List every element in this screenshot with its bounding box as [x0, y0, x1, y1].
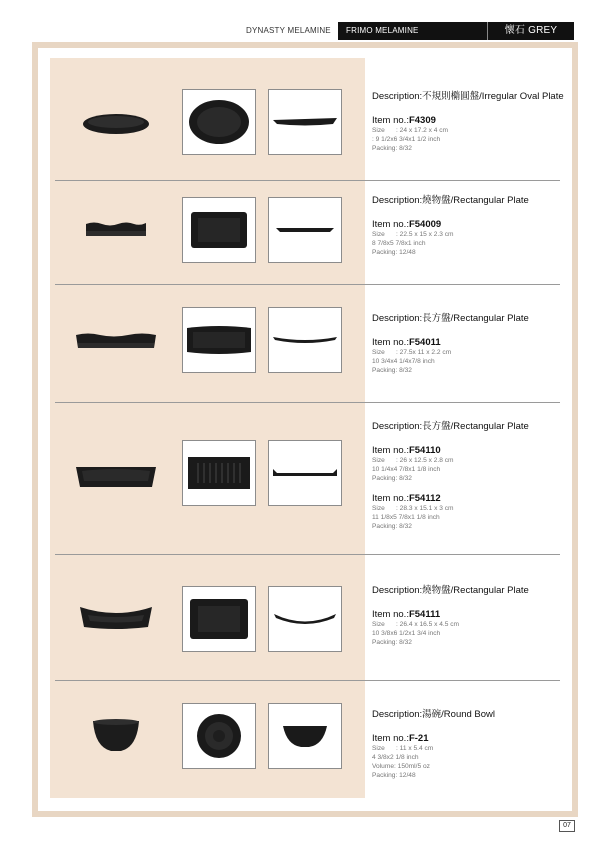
item-packing: Packing: 8/32 [372, 523, 412, 530]
item-size: Size : 26.4 x 16.5 x 4.5 cm [372, 621, 460, 628]
row-divider [55, 284, 560, 285]
product-photo-profile [268, 197, 342, 263]
item-size-inch: 4 3/8x2 1/8 inch [372, 754, 419, 761]
product-photo-profile [268, 440, 342, 506]
product-description: Description:燒物盤/Rectangular Plate [372, 195, 529, 206]
item-size: Size : 22.5 x 15 x 2.3 cm [372, 231, 454, 238]
product-photo-side [68, 602, 164, 634]
product-photo-side [68, 110, 164, 140]
product-photo-top [182, 440, 256, 506]
item-number: Item no.:F54009 [372, 219, 442, 230]
product-info [372, 192, 572, 257]
product-photo-side [68, 330, 164, 354]
item-size-inch: 10 1/4x4 7/8x1 1/8 inch [372, 466, 441, 473]
item-size: Size : 27.5x 11 x 2.2 cm [372, 349, 452, 356]
row-divider [55, 554, 560, 555]
product-image-column [50, 58, 365, 798]
product-description: Description:長方盤/Rectangular Plate [372, 313, 529, 324]
product-description: Description:長方盤/Rectangular Plate [372, 421, 529, 432]
product-photo-side [68, 716, 164, 756]
item-number: Item no.:F54110 [372, 445, 441, 456]
product-photo-top [182, 703, 256, 769]
item-number: Item no.:F54111 [372, 609, 441, 620]
product-photo-top [182, 586, 256, 652]
product-info [372, 88, 572, 153]
product-photo-top [182, 307, 256, 373]
item-packing: Packing: 12/48 [372, 249, 416, 256]
product-description: Description:不規則橢圓盤/Irregular Oval Plate [372, 91, 564, 102]
item-packing: Packing: 8/32 [372, 475, 412, 482]
product-photo-profile [268, 586, 342, 652]
product-photo-profile [268, 703, 342, 769]
item-size: Size : 28.3 x 15.1 x 3 cm [372, 505, 454, 512]
tab-frimo-melamine[interactable]: FRIMO MELAMINE [338, 22, 488, 40]
catalog-header [0, 22, 600, 40]
item-volume: Volume: 150ml/5 oz [372, 763, 430, 770]
product-photo-profile [268, 307, 342, 373]
product-photo-side [68, 218, 164, 242]
item-size: Size : 11 x 5.4 cm [372, 745, 434, 752]
product-photo-top [182, 89, 256, 155]
row-divider [55, 680, 560, 681]
tab-grey-stone[interactable]: 懷石 GREY [488, 22, 574, 40]
tab-dynasty-melamine[interactable]: DYNASTY MELAMINE [246, 26, 331, 35]
row-divider [55, 402, 560, 403]
item-number: Item no.:F54112 [372, 493, 441, 504]
product-info [372, 310, 572, 375]
item-number: Item no.:F-21 [372, 733, 429, 744]
product-photo-profile [268, 89, 342, 155]
product-description: Description:湯碗/Round Bowl [372, 709, 496, 720]
page-number: 07 [559, 820, 575, 832]
item-packing: Packing: 8/32 [372, 639, 412, 646]
item-size-inch: 8 7/8x5 7/8x1 inch [372, 240, 426, 247]
row-divider [55, 180, 560, 181]
product-info [372, 706, 572, 780]
item-packing: Packing: 8/32 [372, 145, 412, 152]
product-info [372, 582, 572, 647]
product-photo-side [68, 462, 164, 492]
product-info [372, 418, 572, 531]
product-description: Description:燒物盤/Rectangular Plate [372, 585, 529, 596]
item-size: Size : 26 x 12.5 x 2.8 cm [372, 457, 454, 464]
product-photo-top [182, 197, 256, 263]
item-size-inch: 11 1/8x5 7/8x1 1/8 inch [372, 514, 440, 521]
item-number: Item no.:F4309 [372, 115, 436, 126]
item-size-inch: : 9 1/2x6 3/4x1 1/2 inch [372, 136, 441, 143]
item-size-inch: 10 3/8x6 1/2x1 3/4 inch [372, 630, 441, 637]
item-packing: Packing: 8/32 [372, 367, 412, 374]
item-size: Size : 24 x 17.2 x 4 cm [372, 127, 449, 134]
item-number: Item no.:F54011 [372, 337, 441, 348]
item-size-inch: 10 3/4x4 1/4x7/8 inch [372, 358, 435, 365]
item-packing: Packing: 12/48 [372, 772, 416, 779]
